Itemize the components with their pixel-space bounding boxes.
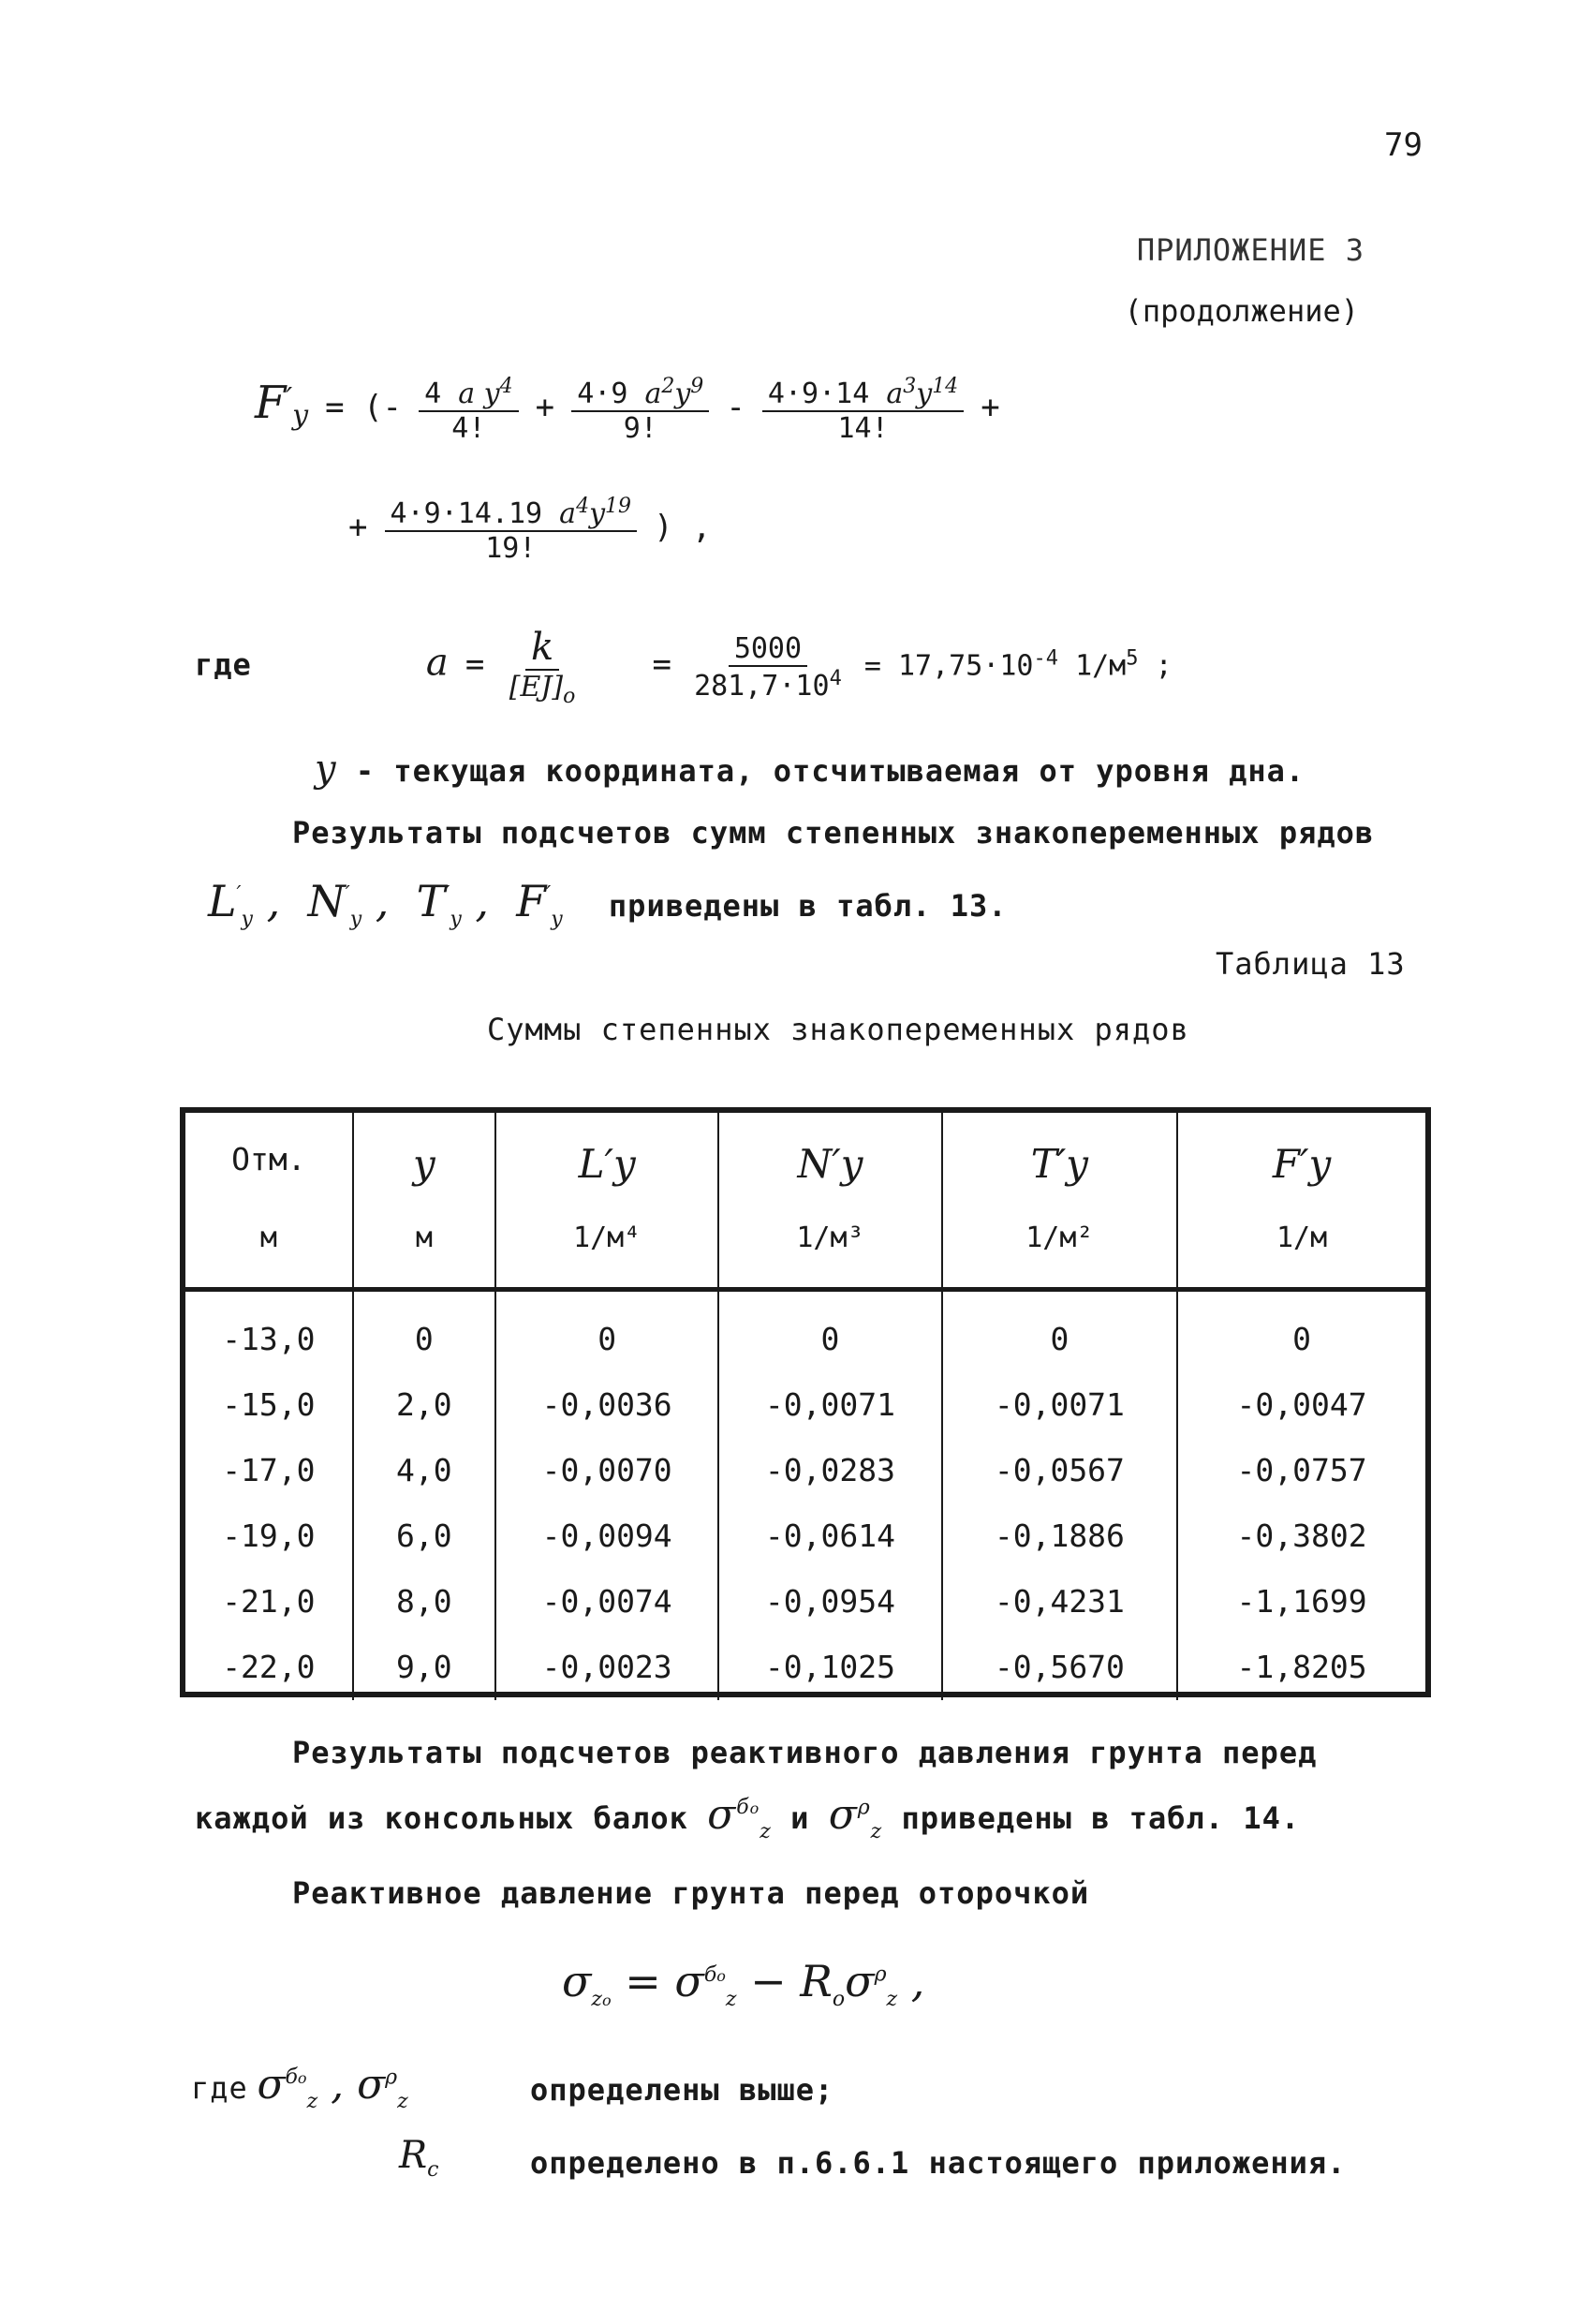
fraction-5000: $\frac{5000}{281,7\cdot 10^4}$ xyxy=(694,631,842,703)
formula-f-lhs: F xyxy=(255,377,287,429)
table-cell: 6,0 xyxy=(353,1503,495,1569)
table-row xyxy=(185,1635,1425,1700)
table-cell: 0 xyxy=(353,1289,495,1372)
fraction-term-2: $\frac{4\cdot 9 a^2y^9}{9!}$ xyxy=(571,375,709,445)
table-cell: -0,4231 xyxy=(942,1569,1178,1635)
R-symbol: $R_c$ xyxy=(399,2134,439,2182)
fraction-term-3: $\frac{4\cdot 9\cdot 14 a^3y^{14}}{14!}$ xyxy=(762,375,964,445)
table-cell: -0,0071 xyxy=(942,1372,1178,1438)
table-cell: -21,0 xyxy=(185,1569,353,1635)
table-cell: 0 xyxy=(718,1289,941,1372)
table-cell: -0,0074 xyxy=(495,1569,718,1635)
table-cell: -0,0757 xyxy=(1236,1452,1367,1488)
where-sigma-text2: определено в п.6.6.1 настоящего приложения. xyxy=(530,2145,1347,2181)
table-cell: -1,8205 xyxy=(1236,1649,1367,1685)
table-cell: -0,0071 xyxy=(718,1372,941,1438)
table-cell: -19,0 xyxy=(185,1503,353,1569)
table-row xyxy=(185,1289,1425,1372)
fraction-k-ej: $\frac{k}{[EJ]_o}$ xyxy=(509,626,576,708)
where-sigma-line1: где $\sigma^{бо}_z$ , $\sigma^\rho_z$ xyxy=(191,2061,408,2113)
table-row xyxy=(185,1372,1425,1438)
col-header-N: N′y 1/м³ xyxy=(718,1113,941,1289)
table-row xyxy=(185,1503,1425,1569)
table-header-row xyxy=(185,1113,1425,1289)
para2-line1: Результаты подсчетов реактивного давления грунта перед xyxy=(292,1735,1318,1770)
continued-label: (продолжение) xyxy=(1124,293,1359,329)
table-cell: 0 xyxy=(495,1289,718,1372)
table-cell: -0,0567 xyxy=(942,1438,1178,1503)
sigma-formula: $\sigma_{zo} = \sigma^{бо}_z - R_o\sigma^\rho_z$ , xyxy=(562,1956,925,2012)
fraction-term-4: $\frac{4\cdot 9\cdot 14.19 a^4y^{19}}{19!}$ xyxy=(385,495,637,565)
col-header-L: L′y 1/м⁴ xyxy=(495,1113,718,1289)
table-cell: -0,1025 xyxy=(718,1635,941,1700)
table-cell: -0,0023 xyxy=(495,1635,718,1700)
table-title: Суммы степенных знакопеременных рядов xyxy=(487,1012,1189,1047)
table-cell: -0,3802 xyxy=(1236,1517,1367,1554)
table-cell: -0,1886 xyxy=(942,1503,1178,1569)
fraction-term-1: $\frac{4 a y^4}{4!}$ xyxy=(419,375,519,445)
col-header-F: F′y 1/м xyxy=(1177,1113,1425,1289)
table-cell: -1,1699 xyxy=(1236,1583,1367,1620)
table-cell: -0,0614 xyxy=(718,1503,941,1569)
y-definition: y - текущая координата, отсчитываемая от уровня дна. xyxy=(315,748,1305,791)
col-header-y: y м xyxy=(353,1113,495,1289)
table-cell: 9,0 xyxy=(353,1635,495,1700)
where-sigma-text1: определены выше; xyxy=(530,2072,834,2108)
para1-line1: Результаты подсчетов сумм степенных знакопеременных рядов xyxy=(292,815,1375,851)
table-label: Таблица 13 xyxy=(1216,946,1406,982)
col-header-elevation: Отм. м xyxy=(185,1113,353,1289)
table-cell: -13,0 xyxy=(185,1289,353,1372)
table-cell: -0,0036 xyxy=(495,1372,718,1438)
where-a-formula: где a = $\frac{k}{[EJ]_o}$ = $\frac{5000}{281,7\cdot 10^4}$ = $17,75\cdot 10^{-4}$ $1/м^5$ ; xyxy=(195,626,1173,708)
where-label: где xyxy=(195,646,252,683)
formula-f-line2: + $\frac{4\cdot 9\cdot 14.19 a^4y^{19}}{19!}$ ) , xyxy=(348,495,712,565)
series-sums-table xyxy=(185,1113,1425,1700)
table-cell: 4,0 xyxy=(353,1438,495,1503)
table-cell: -0,0047 xyxy=(1236,1386,1367,1423)
appendix-label: ПРИЛОЖЕНИЕ 3 xyxy=(1136,232,1364,268)
table-cell: 0 xyxy=(1292,1321,1312,1357)
table-13 xyxy=(180,1107,1431,1697)
table-cell: -0,0070 xyxy=(495,1438,718,1503)
para1-line2: $L'_y$ , $N'_y$ , $T'_y$ , $F'_y$ приведены в табл. 13. xyxy=(208,876,1008,932)
para2-line2: каждой из консольных балок $\sigma^{бо}_z$ и $\sigma^\rho_z$ приведены в табл. 14. xyxy=(195,1791,1301,1843)
table-cell: -0,0283 xyxy=(718,1438,941,1503)
para3: Реактивное давление грунта перед оторочкой xyxy=(292,1875,1090,1911)
formula-f-line1: F′y = (- $\frac{4 a y^4}{4!}$ + $\frac{4\cdot 9 a^2y^9}{9!}$ - $\frac{4\cdot 9\cdot 14 a^3y^{14}}{14!}$ + xyxy=(255,375,1000,445)
table-cell: -15,0 xyxy=(185,1372,353,1438)
table-cell: 8,0 xyxy=(353,1569,495,1635)
table-cell: -17,0 xyxy=(185,1438,353,1503)
table-cell: -0,0954 xyxy=(718,1569,941,1635)
table-cell: -22,0 xyxy=(185,1635,353,1700)
table-cell: -0,0094 xyxy=(495,1503,718,1569)
table-row xyxy=(185,1569,1425,1635)
table-cell: 2,0 xyxy=(353,1372,495,1438)
page-number: 79 xyxy=(1384,126,1423,164)
col-header-T: T′y 1/м² xyxy=(942,1113,1178,1289)
table-cell: 0 xyxy=(942,1289,1178,1372)
table-row xyxy=(185,1438,1425,1503)
table-cell: -0,5670 xyxy=(942,1635,1178,1700)
